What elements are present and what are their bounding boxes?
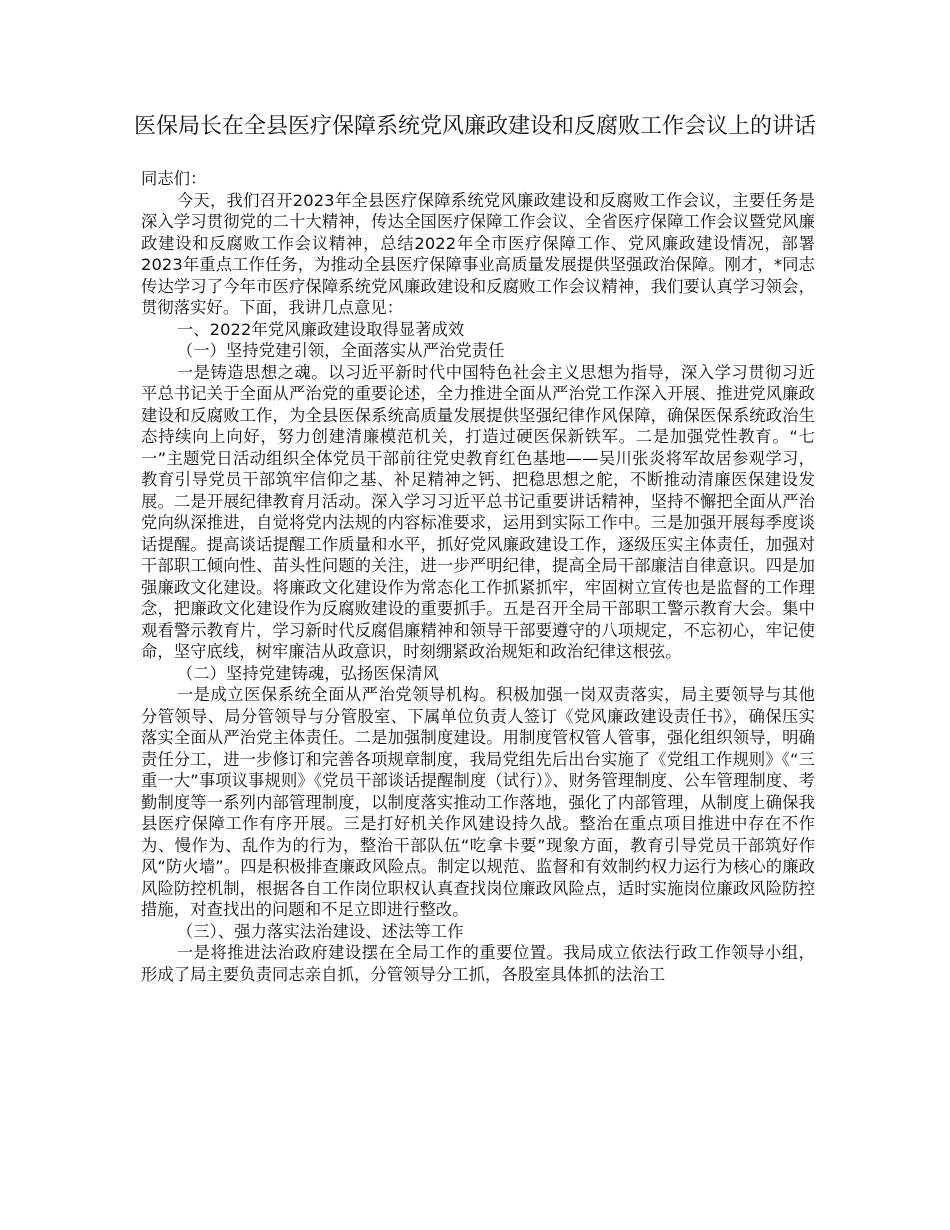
paragraph-body: 一是将推进法治政府建设摆在全局工作的重要位置。我局成立依法行政工作领导小组，形成了局主要负责同志亲自抓，分管领导分工抓，各股室具体抓的法治工 xyxy=(141,943,815,984)
paragraph-intro: 今天，我们召开2023年全县医疗保障系统党风廉政建设和反腐败工作会议，主要任务是深入学习贯彻党的二十大精神，传达全国医疗保障工作会议、全省医疗保障工作会议暨党风廉政建设和反腐败工作会议精神，总结2022年全市医疗保障工作、党风廉政建设情况，部署2023年重点工作任务，为推动全县医疗保障事业高质量发展提供坚强政治保障。刚才，*同志传达学习了今年市医疗保障系统党风廉政建设和反腐败工作会议精神，我们要认真学习领会，贯彻落实好。下面，我讲几点意见： xyxy=(141,190,815,317)
section-heading-1: 一、2022年党风廉政建设取得显著成效 xyxy=(176,319,465,339)
subsection-heading-3: （三）、强力落实法治建设、述法等工作 xyxy=(176,921,464,941)
paragraph-body: 一是成立医保系统全面从严治党领导机构。积极加强一岗双责落实，局主要领导与其他分管领导、局分管领导与分管股室、下属单位负责人签订《党风廉政建设责任书》，确保压实落实全面从严治党主体责任。二是加强制度建设。用制度管权管人管事，强化组织领导，明确责任分工，进一步修订和完善各项规章制度，我局党组先后出台实施了《党组工作规则》《“三重一大”事项议事规则》《党员干部谈话提醒制度（试行）》、财务管理制度、公车管理制度、考勤制度等一系列内部管理制度，以制度落实推动工作落地，强化了内部管理，从制度上确保我县医疗保障工作有序开展。三是打好机关作风建设持久战。整治在重点项目推进中存在不作为、慢作为、乱作为的行为，整治干部队伍“吃拿卡要”现象方面，教育引导党员干部筑好作风“防火墙”。四是积极排查廉政风险点。制定以规范、监督和有效制约权力运行为核心的廉政风险防控机制，根据各自工作岗位职权认真查找岗位廉政风险点，适时实施岗位廉政风险防控措施，对查找出的问题和不足立即进行整改。 xyxy=(141,685,815,919)
subsection-heading-1: （一）坚持党建引领，全面落实从严治党责任 xyxy=(176,341,505,360)
document-title: 医保局长在全县医疗保障系统党风廉政建设和反腐败工作会议上的讲话 xyxy=(133,114,816,139)
document-body xyxy=(141,168,815,985)
paragraph-body: 一是铸造思想之魂。以习近平新时代中国特色社会主义思想为指导，深入学习贯彻习近平总书记关于全面从严治党的重要论述，全力推进全面从严治党工作深入开展、推进党风廉政建设和反腐败工作，为全县医保系统高质量发展提供坚强纪律作风保障，确保医保系统政治生态持续向上向好，努力创建清廉模范机关，打造过硬医保新铁军。二是加强党性教育。“七一”主题党日活动组织全体党员干部前往党史教育红色基地——吴川张炎将军故居参观学习，教育引导党员干部筑牢信仰之基、补足精神之钙、把稳思想之舵，不断推动清廉医保建设发展。二是开展纪律教育月活动。深入学习习近平总书记重要讲话精神，坚持不懈把全面从严治党向纵深推进，自觉将党内法规的内容标准要求，运用到实际工作中。三是加强开展每季度谈话提醒。提高谈话提醒工作质量和水平，抓好党风廉政建设工作，逐级压实主体责任，加强对干部职工倾向性、苗头性问题的关注，进一步严明纪律，提高全局干部廉洁自律意识。四是加强廉政文化建设。将廉政文化建设作为常态化工作抓紧抓牢，牢固树立宣传也是监督的工作理念，把廉政文化建设作为反腐败建设的重要抓手。五是召开全局干部职工警示教育大会。集中观看警示教育片，学习新时代反腐倡廉精神和领导干部要遵守的八项规定，不忘初心，牢记使命，坚守底线，树牢廉洁从政意识，时刻绷紧政治规矩和政治纪律这根弦。 xyxy=(141,362,815,661)
salutation: 同志们： xyxy=(141,169,207,188)
subsection-heading-2: （二）坚持党建铸魂，弘扬医保清风 xyxy=(176,663,439,683)
